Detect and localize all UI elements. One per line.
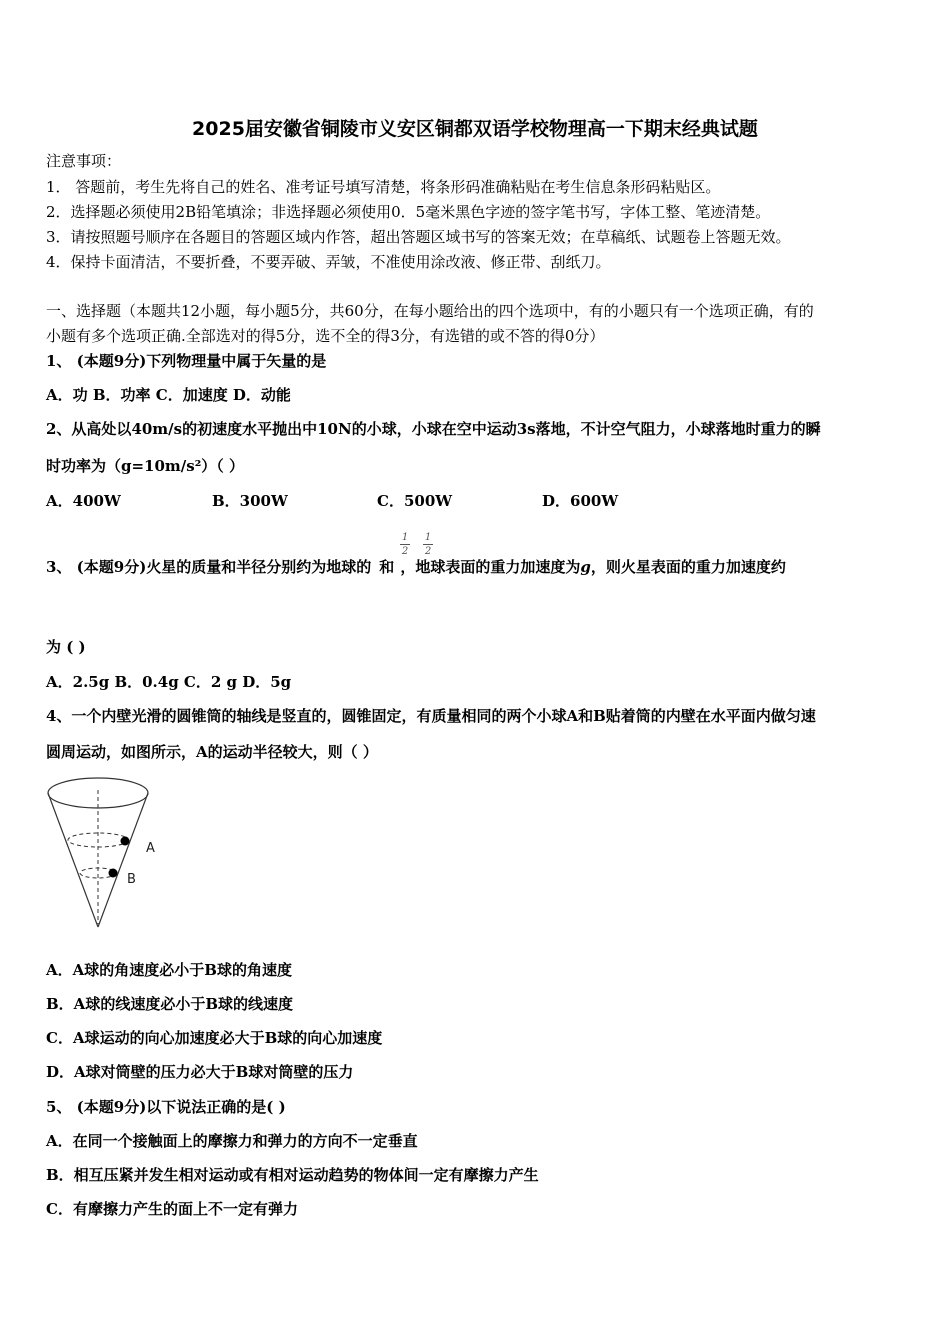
question-3-stem: 为 ( ) bbox=[46, 638, 86, 656]
ball-a bbox=[121, 837, 130, 846]
question-4-option: A．A球的角速度必小于B球的角速度 bbox=[46, 961, 292, 979]
q3-text: 3、 (本题9分)火星的质量和半径分别约为地球的 bbox=[46, 558, 372, 576]
q3-g: g bbox=[580, 558, 591, 576]
option: A．400W bbox=[46, 492, 121, 510]
question-4-option: D．A球对筒壁的压力必大于B球对筒壁的压力 bbox=[46, 1063, 354, 1081]
fraction-half: 1 2 bbox=[424, 532, 432, 557]
notice-heading: 注意事项： bbox=[46, 152, 122, 170]
label-b: B bbox=[127, 872, 136, 887]
question-4-option: B．A球的线速度必小于B球的线速度 bbox=[46, 995, 293, 1013]
notice-item: 2．选择题必须使用2B铅笔填涂；非选择题必须使用0．5毫米黑色字迹的签字笔书写，字体工整、笔迹清楚。 bbox=[46, 203, 771, 221]
notice-item: 1． 答题前，考生先将自己的姓名、准考证号填写清楚，将条形码准确粘贴在考生信息条形码粘贴区。 bbox=[46, 178, 721, 196]
question-4-stem: 4、一个内壁光滑的圆锥筒的轴线是竖直的，圆锥固定，有质量相同的两个小球A和B贴着筒的内壁在水平面内做匀速 bbox=[46, 707, 816, 725]
question-3-options: A．2.5g B．0.4g C．2 g D．5g bbox=[46, 673, 292, 691]
cone-side bbox=[48, 793, 98, 927]
q3-text: 和 bbox=[379, 558, 395, 576]
page-title: 2025届安徽省铜陵市义安区铜都双语学校物理高一下期末经典试题 bbox=[192, 118, 758, 140]
question-2-stem: 时功率为（g=10m/s²）（ ） bbox=[46, 457, 245, 475]
question-1-options: A．功 B．功率 C．加速度 D．动能 bbox=[46, 386, 291, 404]
option: C．500W bbox=[377, 492, 453, 510]
label-a: A bbox=[146, 841, 155, 856]
section-instruction: 一、选择题（本题共12小题，每小题5分，共60分，在每小题给出的四个选项中，有的小题只有一个选项正确，有的 bbox=[46, 302, 814, 320]
question-5-option: C．有摩擦力产生的面上不一定有弹力 bbox=[46, 1200, 298, 1218]
cone-figure bbox=[40, 772, 170, 932]
option: B．300W bbox=[212, 492, 288, 510]
q3-text: ，地球表面的重力加速度为 bbox=[400, 558, 581, 576]
question-5-option: A．在同一个接触面上的摩擦力和弹力的方向不一定垂直 bbox=[46, 1132, 418, 1150]
ball-b bbox=[109, 869, 118, 878]
section-instruction: 小题有多个选项正确.全部选对的得5分，选不全的得3分，有选错的或不答的得0分） bbox=[46, 327, 605, 345]
q3-text: ，则火星表面的重力加速度约 bbox=[590, 558, 786, 576]
question-3-stem bbox=[46, 557, 786, 577]
notice-item: 3．请按照题号顺序在各题目的答题区域内作答，超出答题区域书写的答案无效；在草稿纸、试题卷上答题无效。 bbox=[46, 228, 791, 246]
cone-side bbox=[98, 793, 148, 927]
option: D．600W bbox=[542, 492, 619, 510]
question-5-stem: 5、 (本题9分)以下说法正确的是( ) bbox=[46, 1098, 286, 1116]
question-1-stem: 1、 (本题9分)下列物理量中属于矢量的是 bbox=[46, 352, 327, 370]
question-2-stem: 2、从高处以40m/s的初速度水平抛出中10N的小球，小球在空中运动3s落地，不计空气阻力，小球落地时重力的瞬 bbox=[46, 420, 821, 438]
question-5-option: B．相互压紧并发生相对运动或有相对运动趋势的物体间一定有摩擦力产生 bbox=[46, 1166, 539, 1184]
question-4-stem: 圆周运动，如图所示，A的运动半径较大，则（ ） bbox=[46, 743, 378, 761]
fraction-half: 1 2 bbox=[401, 532, 409, 557]
question-4-option: C．A球运动的向心加速度必大于B球的向心加速度 bbox=[46, 1029, 383, 1047]
notice-item: 4．保持卡面清洁，不要折叠，不要弄破、弄皱，不准使用涂改液、修正带、刮纸刀。 bbox=[46, 253, 611, 271]
